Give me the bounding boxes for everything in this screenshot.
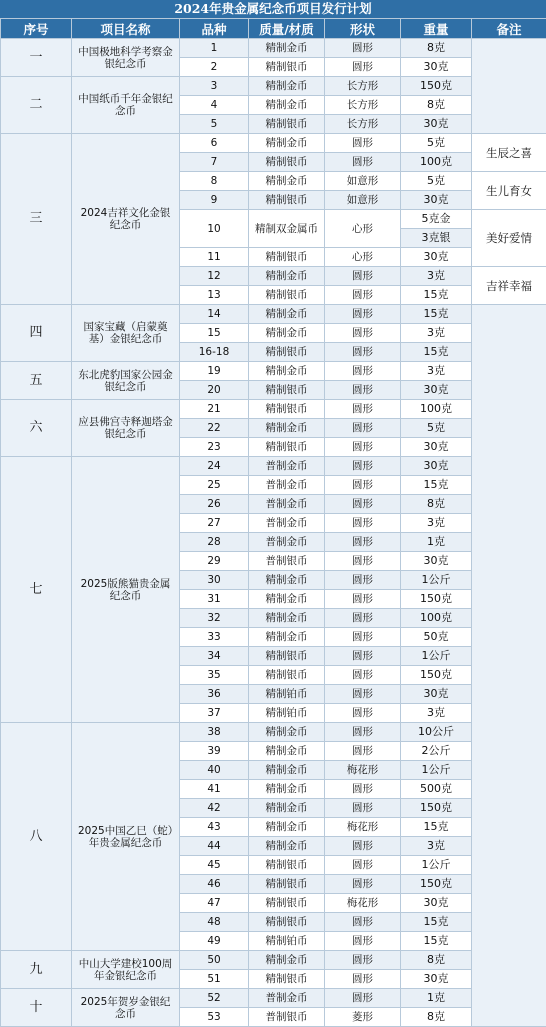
weight: 8克 bbox=[401, 39, 472, 58]
variety-number: 39 bbox=[180, 742, 249, 761]
material: 精制银币 bbox=[249, 343, 325, 362]
variety-number: 42 bbox=[180, 799, 249, 818]
variety-number: 35 bbox=[180, 666, 249, 685]
header-index: 序号 bbox=[1, 19, 72, 39]
header-material: 质量/材质 bbox=[249, 19, 325, 39]
material: 精制金币 bbox=[249, 305, 325, 324]
shape: 长方形 bbox=[325, 115, 401, 134]
material: 精制金币 bbox=[249, 951, 325, 970]
shape: 圆形 bbox=[325, 628, 401, 647]
material: 精制银币 bbox=[249, 856, 325, 875]
material: 普制金币 bbox=[249, 533, 325, 552]
material: 精制银币 bbox=[249, 191, 325, 210]
material: 普制金币 bbox=[249, 495, 325, 514]
material: 精制金币 bbox=[249, 818, 325, 837]
shape: 圆形 bbox=[325, 58, 401, 77]
project-name: 中山大学建校100周年金银纪念币 bbox=[72, 951, 180, 989]
shape: 圆形 bbox=[325, 552, 401, 571]
shape: 圆形 bbox=[325, 134, 401, 153]
weight: 5克 bbox=[401, 419, 472, 438]
group-index: 十 bbox=[1, 989, 72, 1027]
weight: 30克 bbox=[401, 685, 472, 704]
group-index: 六 bbox=[1, 400, 72, 457]
weight: 30克 bbox=[401, 58, 472, 77]
material: 精制银币 bbox=[249, 666, 325, 685]
shape: 圆形 bbox=[325, 267, 401, 286]
shape: 圆形 bbox=[325, 970, 401, 989]
variety-number: 14 bbox=[180, 305, 249, 324]
variety-number: 44 bbox=[180, 837, 249, 856]
material: 普制金币 bbox=[249, 514, 325, 533]
group-index: 四 bbox=[1, 305, 72, 362]
variety-number: 5 bbox=[180, 115, 249, 134]
group-index: 三 bbox=[1, 134, 72, 305]
material: 精制银币 bbox=[249, 875, 325, 894]
shape: 圆形 bbox=[325, 438, 401, 457]
project-name: 2025版熊猫贵金属纪念币 bbox=[72, 457, 180, 723]
shape: 长方形 bbox=[325, 96, 401, 115]
remark: 生儿育女 bbox=[472, 172, 546, 210]
variety-number: 33 bbox=[180, 628, 249, 647]
shape: 圆形 bbox=[325, 495, 401, 514]
issue-plan-table bbox=[0, 18, 546, 1027]
shape: 梅花形 bbox=[325, 818, 401, 837]
variety-number: 23 bbox=[180, 438, 249, 457]
weight: 100克 bbox=[401, 153, 472, 172]
material: 精制银币 bbox=[249, 58, 325, 77]
material: 精制铂币 bbox=[249, 685, 325, 704]
shape: 长方形 bbox=[325, 77, 401, 96]
variety-number: 31 bbox=[180, 590, 249, 609]
shape: 圆形 bbox=[325, 609, 401, 628]
header-project: 项目名称 bbox=[72, 19, 180, 39]
variety-number: 51 bbox=[180, 970, 249, 989]
variety-number: 3 bbox=[180, 77, 249, 96]
shape: 圆形 bbox=[325, 780, 401, 799]
shape: 圆形 bbox=[325, 723, 401, 742]
material: 精制金币 bbox=[249, 362, 325, 381]
weight: 150克 bbox=[401, 77, 472, 96]
material: 普制金币 bbox=[249, 989, 325, 1008]
table-row bbox=[1, 951, 546, 970]
shape: 圆形 bbox=[325, 286, 401, 305]
shape: 圆形 bbox=[325, 324, 401, 343]
material: 精制金币 bbox=[249, 628, 325, 647]
group-index: 八 bbox=[1, 723, 72, 951]
material: 精制金币 bbox=[249, 609, 325, 628]
weight: 10公斤 bbox=[401, 723, 472, 742]
project-name: 国家宝藏（启蒙奠基）金银纪念币 bbox=[72, 305, 180, 362]
weight: 1公斤 bbox=[401, 647, 472, 666]
table-row bbox=[1, 305, 546, 324]
variety-number: 45 bbox=[180, 856, 249, 875]
weight: 1克 bbox=[401, 533, 472, 552]
shape: 圆形 bbox=[325, 951, 401, 970]
material: 精制金币 bbox=[249, 324, 325, 343]
material: 精制金币 bbox=[249, 837, 325, 856]
shape: 圆形 bbox=[325, 685, 401, 704]
shape: 圆形 bbox=[325, 856, 401, 875]
variety-number: 32 bbox=[180, 609, 249, 628]
material: 精制金币 bbox=[249, 267, 325, 286]
shape: 圆形 bbox=[325, 400, 401, 419]
table-row bbox=[1, 39, 546, 58]
variety-number: 8 bbox=[180, 172, 249, 191]
shape: 圆形 bbox=[325, 647, 401, 666]
weight: 30克 bbox=[401, 381, 472, 400]
weight: 8克 bbox=[401, 96, 472, 115]
shape: 圆形 bbox=[325, 419, 401, 438]
shape: 梅花形 bbox=[325, 761, 401, 780]
table-row bbox=[1, 989, 546, 1008]
shape: 如意形 bbox=[325, 172, 401, 191]
project-name: 应县佛宫寺释迦塔金银纪念币 bbox=[72, 400, 180, 457]
header-row bbox=[1, 19, 546, 39]
weight: 15克 bbox=[401, 476, 472, 495]
shape: 圆形 bbox=[325, 837, 401, 856]
variety-number: 41 bbox=[180, 780, 249, 799]
weight: 5克 bbox=[401, 134, 472, 153]
table-row bbox=[1, 77, 546, 96]
material: 普制金币 bbox=[249, 457, 325, 476]
remark: 美好爱情 bbox=[472, 210, 546, 267]
variety-number: 2 bbox=[180, 58, 249, 77]
weight: 100克 bbox=[401, 609, 472, 628]
variety-number: 1 bbox=[180, 39, 249, 58]
variety-number: 52 bbox=[180, 989, 249, 1008]
shape: 圆形 bbox=[325, 39, 401, 58]
weight: 30克 bbox=[401, 552, 472, 571]
material: 精制金币 bbox=[249, 77, 325, 96]
variety-number: 37 bbox=[180, 704, 249, 723]
variety-number: 9 bbox=[180, 191, 249, 210]
weight: 3克 bbox=[401, 324, 472, 343]
variety-number: 21 bbox=[180, 400, 249, 419]
variety-number: 27 bbox=[180, 514, 249, 533]
weight: 5克金 bbox=[401, 210, 472, 229]
variety-number: 12 bbox=[180, 267, 249, 286]
material: 精制金币 bbox=[249, 780, 325, 799]
project-name: 2025年贺岁金银纪念币 bbox=[72, 989, 180, 1027]
variety-number: 49 bbox=[180, 932, 249, 951]
weight: 30克 bbox=[401, 191, 472, 210]
material: 精制铂币 bbox=[249, 932, 325, 951]
weight: 30克 bbox=[401, 970, 472, 989]
material: 精制金币 bbox=[249, 742, 325, 761]
material: 精制银币 bbox=[249, 286, 325, 305]
material: 普制金币 bbox=[249, 476, 325, 495]
shape: 菱形 bbox=[325, 1008, 401, 1027]
shape: 圆形 bbox=[325, 704, 401, 723]
weight: 1公斤 bbox=[401, 856, 472, 875]
shape: 圆形 bbox=[325, 153, 401, 172]
weight: 50克 bbox=[401, 628, 472, 647]
weight: 150克 bbox=[401, 799, 472, 818]
group-index: 二 bbox=[1, 77, 72, 134]
variety-number: 15 bbox=[180, 324, 249, 343]
weight: 100克 bbox=[401, 400, 472, 419]
weight: 2公斤 bbox=[401, 742, 472, 761]
variety-number: 26 bbox=[180, 495, 249, 514]
project-name: 2025中国乙巳（蛇）年贵金属纪念币 bbox=[72, 723, 180, 951]
weight: 15克 bbox=[401, 286, 472, 305]
material: 精制银币 bbox=[249, 115, 325, 134]
shape: 心形 bbox=[325, 210, 401, 248]
weight: 15克 bbox=[401, 818, 472, 837]
weight: 30克 bbox=[401, 894, 472, 913]
weight: 3克银 bbox=[401, 229, 472, 248]
variety-number: 16-18 bbox=[180, 343, 249, 362]
group-index: 一 bbox=[1, 39, 72, 77]
material: 精制金币 bbox=[249, 96, 325, 115]
shape: 圆形 bbox=[325, 362, 401, 381]
weight: 30克 bbox=[401, 248, 472, 267]
table-row bbox=[1, 362, 546, 381]
variety-number: 19 bbox=[180, 362, 249, 381]
group-index: 五 bbox=[1, 362, 72, 400]
material: 精制银币 bbox=[249, 970, 325, 989]
shape: 圆形 bbox=[325, 457, 401, 476]
weight: 30克 bbox=[401, 438, 472, 457]
material: 精制金币 bbox=[249, 39, 325, 58]
variety-number: 48 bbox=[180, 913, 249, 932]
remark: 吉祥幸福 bbox=[472, 267, 546, 305]
material: 精制金币 bbox=[249, 172, 325, 191]
weight: 500克 bbox=[401, 780, 472, 799]
variety-number: 40 bbox=[180, 761, 249, 780]
weight: 15克 bbox=[401, 913, 472, 932]
project-name: 2024吉祥文化金银纪念币 bbox=[72, 134, 180, 305]
material: 精制金币 bbox=[249, 799, 325, 818]
material: 精制银币 bbox=[249, 248, 325, 267]
shape: 圆形 bbox=[325, 913, 401, 932]
material: 精制银币 bbox=[249, 438, 325, 457]
header-weight: 重量 bbox=[401, 19, 472, 39]
shape: 圆形 bbox=[325, 381, 401, 400]
weight: 30克 bbox=[401, 115, 472, 134]
material: 精制银币 bbox=[249, 913, 325, 932]
weight: 150克 bbox=[401, 666, 472, 685]
weight: 1公斤 bbox=[401, 761, 472, 780]
weight: 3克 bbox=[401, 514, 472, 533]
weight: 15克 bbox=[401, 343, 472, 362]
shape: 梅花形 bbox=[325, 894, 401, 913]
variety-number: 10 bbox=[180, 210, 249, 248]
material: 精制金币 bbox=[249, 761, 325, 780]
material: 精制银币 bbox=[249, 647, 325, 666]
shape: 圆形 bbox=[325, 742, 401, 761]
weight: 8克 bbox=[401, 1008, 472, 1027]
variety-number: 25 bbox=[180, 476, 249, 495]
variety-number: 50 bbox=[180, 951, 249, 970]
weight: 30克 bbox=[401, 457, 472, 476]
weight: 3克 bbox=[401, 267, 472, 286]
material: 精制铂币 bbox=[249, 704, 325, 723]
table-row bbox=[1, 134, 546, 153]
weight: 8克 bbox=[401, 951, 472, 970]
weight: 1克 bbox=[401, 989, 472, 1008]
material: 精制金币 bbox=[249, 590, 325, 609]
variety-number: 20 bbox=[180, 381, 249, 400]
material: 精制银币 bbox=[249, 381, 325, 400]
project-name: 中国极地科学考察金银纪念币 bbox=[72, 39, 180, 77]
shape: 圆形 bbox=[325, 305, 401, 324]
variety-number: 11 bbox=[180, 248, 249, 267]
material: 普制银币 bbox=[249, 1008, 325, 1027]
shape: 圆形 bbox=[325, 799, 401, 818]
shape: 圆形 bbox=[325, 590, 401, 609]
shape: 圆形 bbox=[325, 571, 401, 590]
variety-number: 29 bbox=[180, 552, 249, 571]
variety-number: 7 bbox=[180, 153, 249, 172]
table-body bbox=[1, 39, 546, 1027]
material: 普制银币 bbox=[249, 552, 325, 571]
variety-number: 22 bbox=[180, 419, 249, 438]
material: 精制银币 bbox=[249, 153, 325, 172]
header-variety: 品种 bbox=[180, 19, 249, 39]
project-name: 东北虎豹国家公园金银纪念币 bbox=[72, 362, 180, 400]
material: 精制银币 bbox=[249, 400, 325, 419]
shape: 圆形 bbox=[325, 666, 401, 685]
variety-number: 53 bbox=[180, 1008, 249, 1027]
document-title: 2024年贵金属纪念币项目发行计划 bbox=[0, 0, 546, 18]
variety-number: 34 bbox=[180, 647, 249, 666]
weight: 5克 bbox=[401, 172, 472, 191]
variety-number: 43 bbox=[180, 818, 249, 837]
header-remarks: 备注 bbox=[472, 19, 546, 39]
table-row bbox=[1, 723, 546, 742]
weight: 3克 bbox=[401, 837, 472, 856]
weight: 1公斤 bbox=[401, 571, 472, 590]
variety-number: 46 bbox=[180, 875, 249, 894]
material: 精制金币 bbox=[249, 723, 325, 742]
remark: 生辰之喜 bbox=[472, 134, 546, 172]
material: 精制双金属币 bbox=[249, 210, 325, 248]
header-shape: 形状 bbox=[325, 19, 401, 39]
variety-number: 28 bbox=[180, 533, 249, 552]
material: 精制金币 bbox=[249, 571, 325, 590]
material: 精制金币 bbox=[249, 419, 325, 438]
table-row bbox=[1, 457, 546, 476]
material: 精制银币 bbox=[249, 894, 325, 913]
table-row bbox=[1, 400, 546, 419]
shape: 心形 bbox=[325, 248, 401, 267]
weight: 15克 bbox=[401, 932, 472, 951]
variety-number: 47 bbox=[180, 894, 249, 913]
project-name: 中国纸币千年金银纪念币 bbox=[72, 77, 180, 134]
variety-number: 24 bbox=[180, 457, 249, 476]
group-index: 七 bbox=[1, 457, 72, 723]
variety-number: 30 bbox=[180, 571, 249, 590]
shape: 圆形 bbox=[325, 875, 401, 894]
weight: 15克 bbox=[401, 305, 472, 324]
weight: 8克 bbox=[401, 495, 472, 514]
shape: 圆形 bbox=[325, 343, 401, 362]
weight: 150克 bbox=[401, 590, 472, 609]
shape: 圆形 bbox=[325, 989, 401, 1008]
shape: 圆形 bbox=[325, 514, 401, 533]
remark-empty bbox=[472, 39, 546, 134]
shape: 圆形 bbox=[325, 932, 401, 951]
variety-number: 13 bbox=[180, 286, 249, 305]
variety-number: 38 bbox=[180, 723, 249, 742]
shape: 如意形 bbox=[325, 191, 401, 210]
variety-number: 36 bbox=[180, 685, 249, 704]
group-index: 九 bbox=[1, 951, 72, 989]
variety-number: 4 bbox=[180, 96, 249, 115]
shape: 圆形 bbox=[325, 533, 401, 552]
variety-number: 6 bbox=[180, 134, 249, 153]
weight: 3克 bbox=[401, 362, 472, 381]
material: 精制金币 bbox=[249, 134, 325, 153]
weight: 3克 bbox=[401, 704, 472, 723]
weight: 150克 bbox=[401, 875, 472, 894]
shape: 圆形 bbox=[325, 476, 401, 495]
remark-empty bbox=[472, 305, 546, 1027]
